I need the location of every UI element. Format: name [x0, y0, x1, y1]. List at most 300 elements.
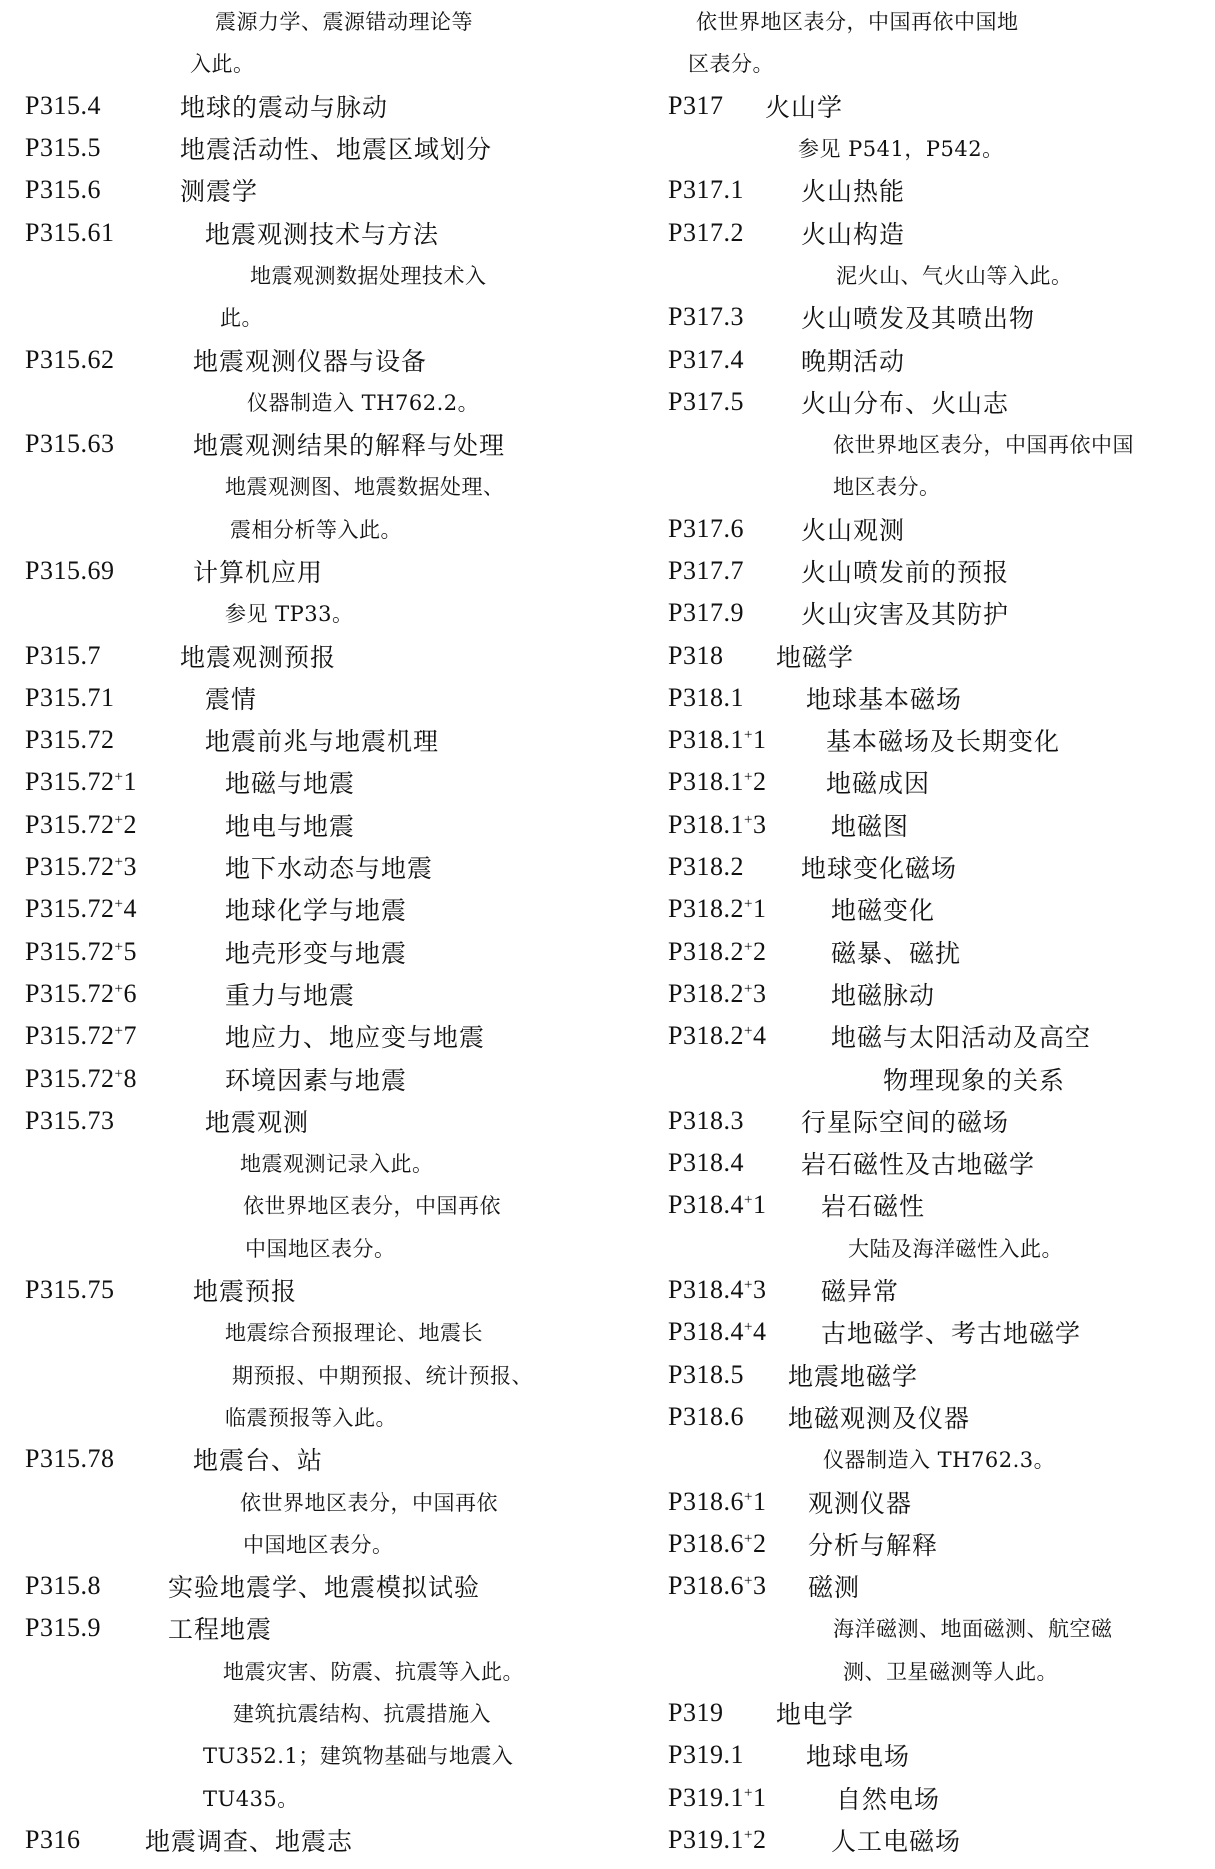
classification-entry [25, 1607, 605, 1649]
scope-note-text: 依世界地区表分，中国再依 [240, 1490, 498, 1515]
class-code-base: P315.72 [25, 767, 115, 797]
class-code-suffix: 4 [123, 894, 137, 924]
class-code-base: P318.3 [668, 1105, 744, 1135]
class-title: 地震台、站 [193, 1446, 324, 1476]
classification-entry [25, 804, 605, 846]
scope-note-text: 依世界地区表分，中国再依中国 [833, 433, 1134, 458]
class-code-sup: + [743, 1826, 753, 1843]
scope-note [25, 1354, 605, 1396]
class-code [668, 175, 801, 205]
classification-entry [668, 1354, 1213, 1396]
class-code [25, 1571, 168, 1601]
class-code-suffix: 5 [123, 936, 137, 966]
class-code [25, 810, 225, 840]
classification-entry [25, 211, 605, 253]
class-code-suffix: 3 [752, 978, 767, 1008]
scope-note [25, 1650, 605, 1692]
class-code-base: P318.6 [668, 1486, 744, 1516]
class-code-base: P315.63 [25, 429, 115, 459]
class-title: 地球电场 [806, 1742, 911, 1772]
classification-entry [25, 931, 605, 973]
classification-entry [25, 677, 605, 719]
class-code-sup: + [743, 1319, 753, 1336]
scope-note [25, 1142, 605, 1184]
class-code [668, 937, 831, 967]
classification-entry [25, 1819, 605, 1861]
class-code [668, 1783, 836, 1813]
scope-note [25, 1776, 605, 1818]
class-code-suffix: 4 [752, 1317, 767, 1347]
class-title: 地震预报 [193, 1277, 298, 1307]
class-code-base: P318.5 [668, 1359, 744, 1389]
class-title: 地球变化磁场 [801, 854, 958, 884]
class-code [668, 767, 826, 797]
class-code-suffix: 4 [752, 1021, 767, 1051]
class-title: 地磁成因 [826, 769, 931, 799]
classification-entry [25, 1565, 605, 1607]
class-title: 地震前兆与地震机理 [205, 727, 440, 757]
class-code-base: P317.6 [668, 513, 744, 543]
class-code [668, 725, 826, 755]
scope-note [25, 296, 605, 338]
class-title: 岩石磁性及古地磁学 [801, 1150, 1036, 1180]
class-code-base: P318.2 [668, 852, 744, 882]
classification-entry [668, 1776, 1213, 1818]
class-title: 分析与解释 [808, 1530, 939, 1560]
class-code-base: P315.71 [25, 682, 115, 712]
class-code [668, 683, 806, 713]
classification-entry [25, 550, 605, 592]
class-code-base: P315.7 [25, 640, 101, 670]
class-code [25, 894, 225, 924]
class-code-base: P318.1 [668, 682, 744, 712]
class-title: 晚期活动 [801, 346, 906, 376]
class-code [25, 1444, 193, 1474]
class-title: 地磁观测及仪器 [788, 1403, 971, 1433]
class-title: 工程地震 [168, 1615, 273, 1645]
class-title: 震情 [205, 684, 258, 714]
scope-note [668, 1057, 1213, 1099]
classification-entry [25, 85, 605, 127]
class-code [25, 937, 225, 967]
class-code-suffix: 7 [123, 1021, 137, 1051]
classification-entry [668, 1692, 1213, 1734]
class-title: 基本磁场及长期变化 [826, 727, 1061, 757]
class-code-base: P317.2 [668, 217, 744, 247]
classification-entry [668, 846, 1213, 888]
class-code-sup: + [743, 727, 753, 744]
class-code-base: P317.7 [668, 556, 744, 585]
class-code-base: P318.6 [668, 1528, 744, 1558]
classification-entry [25, 1269, 605, 1311]
class-title: 自然电场 [836, 1784, 941, 1814]
class-code-suffix: 1 [123, 767, 137, 797]
class-code-sup: + [743, 811, 753, 828]
class-code-base: P315.69 [25, 556, 115, 585]
class-title: 地震活动性、地震区域划分 [180, 135, 493, 165]
classification-entry [25, 973, 605, 1015]
classification-entry [668, 1184, 1213, 1226]
class-code-sup: + [743, 1530, 753, 1547]
classification-entry [668, 211, 1213, 253]
scope-note-text: 中国地区表分。 [245, 1236, 396, 1261]
classification-entry [25, 761, 605, 803]
class-code [25, 979, 225, 1009]
class-code [25, 725, 205, 755]
class-title: 火山观测 [801, 515, 906, 545]
classification-entry [668, 1269, 1213, 1311]
class-code-sup: + [114, 1065, 124, 1082]
class-title: 古地磁学、考古地磁学 [821, 1319, 1082, 1349]
class-code-suffix: 1 [752, 1486, 767, 1516]
class-code [25, 852, 225, 882]
class-code [25, 1613, 168, 1643]
class-title: 重力与地震 [225, 980, 356, 1010]
class-code [668, 1275, 821, 1305]
classification-entry [25, 127, 605, 169]
class-code-sup: + [743, 1488, 753, 1505]
class-code [668, 1740, 806, 1770]
class-title: 实验地震学、地震模拟试验 [168, 1573, 481, 1603]
class-title: 地磁脉动 [831, 980, 936, 1010]
class-code [25, 429, 193, 459]
class-code-suffix: 2 [752, 1528, 767, 1558]
class-code-base: P318.6 [668, 1401, 744, 1431]
class-code-sup: + [743, 1784, 753, 1801]
classification-entry [668, 550, 1213, 592]
scope-note-text: 中国地区表分。 [243, 1532, 394, 1557]
class-title: 地磁图 [831, 811, 910, 841]
class-title: 火山热能 [801, 177, 906, 207]
class-code-base: P317.3 [668, 302, 744, 332]
class-code-base: P315.5 [25, 133, 101, 163]
scope-note-text: 泥火山、气火山等入此。 [836, 263, 1073, 288]
class-code [668, 598, 801, 628]
classification-entry [25, 846, 605, 888]
class-title: 火山学 [765, 92, 844, 122]
class-code-base: P315.72 [25, 725, 115, 755]
class-code [668, 979, 831, 1009]
scope-note-text: 区表分。 [688, 52, 774, 77]
classification-entry [668, 1311, 1213, 1353]
class-code [668, 641, 776, 671]
class-code-base: P317 [668, 90, 724, 120]
classification-entry [668, 1396, 1213, 1438]
scope-note [25, 381, 605, 423]
scope-note-text: 地震综合预报理论、地震长 [225, 1321, 483, 1346]
class-code-base: P315.9 [25, 1613, 101, 1643]
classification-entry [668, 761, 1213, 803]
class-code-suffix: 3 [123, 852, 137, 882]
classification-entry [25, 719, 605, 761]
class-code-sup: + [743, 896, 753, 913]
class-code [25, 175, 180, 205]
class-code [668, 1825, 831, 1855]
class-title: 地震观测仪器与设备 [193, 346, 428, 376]
classification-entry [668, 85, 1213, 127]
scope-note-text: 仪器制造入 TH762.2。 [247, 390, 480, 415]
class-code-sup: + [743, 1023, 753, 1040]
scope-note [668, 1650, 1213, 1692]
scope-note-text: 物理现象的关系 [883, 1065, 1066, 1095]
scope-note [25, 42, 605, 84]
classification-entry [668, 1734, 1213, 1776]
scope-note-text: 地震灾害、防震、抗震等入此。 [223, 1659, 524, 1684]
classification-entry [25, 1015, 605, 1057]
scope-note-text: 依世界地区表分，中国再依 [243, 1194, 501, 1219]
class-code [668, 894, 831, 924]
scope-note-text: 此。 [220, 306, 263, 331]
scope-note [668, 1438, 1213, 1480]
scope-note-text: 仪器制造入 TH762.3。 [823, 1448, 1056, 1473]
class-code [668, 1487, 808, 1517]
class-code-base: P319 [668, 1698, 724, 1728]
class-code-base: P315.6 [25, 175, 101, 205]
class-title: 地磁变化 [831, 896, 936, 926]
class-code-base: P318.2 [668, 936, 744, 966]
class-code-base: P315.72 [25, 894, 115, 924]
left-column [25, 0, 605, 1861]
class-code-sup: + [743, 980, 753, 997]
classification-entry [25, 634, 605, 676]
classification-entry [668, 1565, 1213, 1607]
class-title: 地震观测 [205, 1107, 310, 1137]
class-code-base: P315.72 [25, 809, 115, 839]
class-code [25, 1106, 205, 1136]
class-code-base: P318.4 [668, 1317, 744, 1347]
classification-entry [668, 973, 1213, 1015]
class-code-base: P318.1 [668, 725, 744, 755]
class-code-base: P315.61 [25, 217, 115, 247]
classification-entry [668, 338, 1213, 380]
class-title: 磁暴、磁扰 [831, 938, 962, 968]
class-code-base: P318.2 [668, 894, 744, 924]
class-title: 地应力、地应变与地震 [225, 1023, 486, 1053]
class-code-suffix: 1 [752, 894, 767, 924]
class-code-sup: + [114, 1023, 124, 1040]
scope-note-text: 参见 TP33。 [225, 602, 354, 627]
class-code-sup: + [743, 938, 753, 955]
class-code [25, 91, 180, 121]
class-title: 地磁学 [776, 642, 855, 672]
scope-note-text: 地震观测图、地震数据处理、 [225, 475, 505, 500]
class-code [668, 387, 801, 417]
class-code-suffix: 3 [752, 1275, 767, 1305]
class-code-base: P318.2 [668, 1021, 744, 1051]
class-code-base: P315.72 [25, 978, 115, 1008]
class-code-base: P318.4 [668, 1148, 744, 1178]
classification-entry [668, 592, 1213, 634]
class-code [25, 133, 180, 163]
scope-note-text: 地震观测数据处理技术入 [250, 263, 487, 288]
class-code-base: P318.2 [668, 978, 744, 1008]
class-code [668, 1021, 831, 1051]
class-code-base: P317.4 [668, 344, 744, 374]
class-title: 测震学 [180, 177, 259, 207]
class-title: 地震调查、地震志 [145, 1826, 354, 1856]
scope-note [25, 254, 605, 296]
classification-entry [668, 719, 1213, 761]
scope-note-text: 期预报、中期预报、统计预报、 [232, 1363, 533, 1388]
classification-entry [668, 1015, 1213, 1057]
class-code-base: P319.1 [668, 1740, 744, 1770]
class-title: 磁测 [808, 1573, 861, 1603]
class-title: 地震地磁学 [788, 1361, 919, 1391]
class-code-sup: + [114, 854, 124, 871]
class-code-base: P315.75 [25, 1275, 115, 1305]
scope-note-text: 震相分析等入此。 [230, 517, 402, 542]
classification-entry [668, 1480, 1213, 1522]
class-title: 地球的震动与脉动 [180, 92, 389, 122]
class-code-base: P315.72 [25, 1063, 115, 1093]
class-code [668, 1106, 801, 1136]
class-title: 地电学 [776, 1700, 855, 1730]
class-code [668, 1190, 821, 1220]
class-code [25, 345, 193, 375]
classification-entry [668, 1523, 1213, 1565]
class-code [668, 1571, 808, 1601]
scope-note [668, 254, 1213, 296]
class-title: 观测仪器 [808, 1488, 913, 1518]
class-code-suffix: 1 [752, 725, 767, 755]
class-code [668, 345, 801, 375]
class-code-base: P317.9 [668, 598, 744, 628]
class-code [668, 1317, 821, 1347]
class-code [25, 641, 180, 671]
scope-note-text: 地震观测记录入此。 [240, 1152, 434, 1177]
class-code [668, 1360, 788, 1390]
class-code-base: P318.4 [668, 1275, 744, 1305]
scope-note [25, 1184, 605, 1226]
class-code [668, 1148, 801, 1178]
classification-entry [668, 677, 1213, 719]
classification-entry [668, 381, 1213, 423]
classification-entry [668, 634, 1213, 676]
class-code-suffix: 1 [752, 1782, 767, 1812]
classification-entry [668, 1100, 1213, 1142]
class-code-sup: + [743, 769, 753, 786]
classification-entry [668, 931, 1213, 973]
class-code-base: P315.62 [25, 344, 115, 374]
scope-note [668, 42, 1213, 84]
scope-note [25, 1480, 605, 1522]
classification-entry [668, 1819, 1213, 1861]
class-code-base: P315.8 [25, 1571, 101, 1601]
classification-entry [25, 338, 605, 380]
class-title: 火山喷发前的预报 [801, 558, 1010, 587]
class-code [668, 1402, 788, 1432]
scope-note-text: 海洋磁测、地面磁测、航空磁 [833, 1617, 1113, 1642]
class-code [25, 1021, 225, 1051]
classification-entry [25, 888, 605, 930]
class-title: 火山分布、火山志 [801, 388, 1010, 418]
scope-note [668, 423, 1213, 465]
scope-note [25, 508, 605, 550]
class-title: 火山构造 [801, 219, 906, 249]
class-code [668, 556, 801, 586]
class-title: 地电与地震 [225, 811, 356, 841]
class-code-base: P317.5 [668, 386, 744, 416]
scope-note-text: 依世界地区表分，中国再依中国地 [696, 10, 1019, 35]
scope-note [25, 1734, 605, 1776]
class-code-sup: + [114, 769, 124, 786]
class-code-base: P315.78 [25, 1444, 115, 1474]
class-code-suffix: 2 [752, 767, 767, 797]
class-title: 地磁与太阳活动及高空 [831, 1023, 1092, 1053]
scope-note [668, 1607, 1213, 1649]
scope-note-text: 震源力学、震源错动理论等 [215, 10, 473, 35]
scope-note [668, 465, 1213, 507]
class-title: 地球基本磁场 [806, 684, 963, 714]
scope-note-text: 临震预报等入此。 [225, 1405, 397, 1430]
class-code [668, 810, 831, 840]
class-code-base: P319.1 [668, 1782, 744, 1812]
class-code-suffix: 2 [123, 809, 137, 839]
class-code [25, 556, 193, 586]
class-code [668, 91, 765, 121]
class-code-sup: + [743, 1277, 753, 1294]
class-code [25, 683, 205, 713]
classification-entry [25, 169, 605, 211]
scope-note [25, 1311, 605, 1353]
class-code-sup: + [114, 896, 124, 913]
scope-note-text: 测、卫星磁测等人此。 [843, 1659, 1058, 1684]
classification-entry [25, 1057, 605, 1099]
classification-entry [668, 1142, 1213, 1184]
class-title: 地震观测结果的解释与处理 [193, 431, 506, 461]
class-code-suffix: 1 [752, 1190, 767, 1220]
scope-note [25, 0, 605, 42]
classification-entry [25, 1438, 605, 1480]
class-code-base: P315.72 [25, 1021, 115, 1051]
scope-note [25, 465, 605, 507]
class-code [668, 1529, 808, 1559]
class-code-base: P316 [25, 1824, 81, 1854]
right-column [668, 0, 1213, 1861]
class-code [25, 1275, 193, 1305]
class-title: 地震观测预报 [180, 642, 337, 672]
class-code-base: P315.72 [25, 936, 115, 966]
class-code-suffix: 3 [752, 1571, 767, 1601]
class-title: 行星际空间的磁场 [801, 1107, 1010, 1137]
class-code-base: P315.73 [25, 1105, 115, 1135]
class-code [25, 1064, 225, 1094]
class-code-base: P317.1 [668, 175, 744, 205]
class-code-suffix: 6 [123, 978, 137, 1008]
class-code [25, 767, 225, 797]
classification-entry [668, 804, 1213, 846]
class-code-sup: + [743, 1573, 753, 1590]
class-title: 火山灾害及其防护 [801, 600, 1010, 630]
scope-note-text: TU435。 [203, 1786, 299, 1811]
class-code [668, 218, 801, 248]
class-title: 环境因素与地震 [225, 1065, 408, 1095]
scope-note-text: 参见 P541，P542。 [798, 137, 1004, 162]
class-title: 地球化学与地震 [225, 896, 408, 926]
scope-note-text: 大陆及海洋磁性入此。 [848, 1236, 1063, 1261]
scope-note-text: 入此。 [190, 52, 255, 77]
class-code-base: P315.4 [25, 90, 101, 120]
class-code-sup: + [114, 938, 124, 955]
class-code-base: P319.1 [668, 1824, 744, 1854]
class-code-sup: + [114, 811, 124, 828]
class-title: 地震观测技术与方法 [205, 219, 440, 249]
scope-note-text: 建筑抗震结构、抗震措施入 [233, 1702, 491, 1727]
classification-entry [668, 508, 1213, 550]
classification-entry [668, 169, 1213, 211]
scope-note [25, 1692, 605, 1734]
scope-note [668, 127, 1213, 169]
